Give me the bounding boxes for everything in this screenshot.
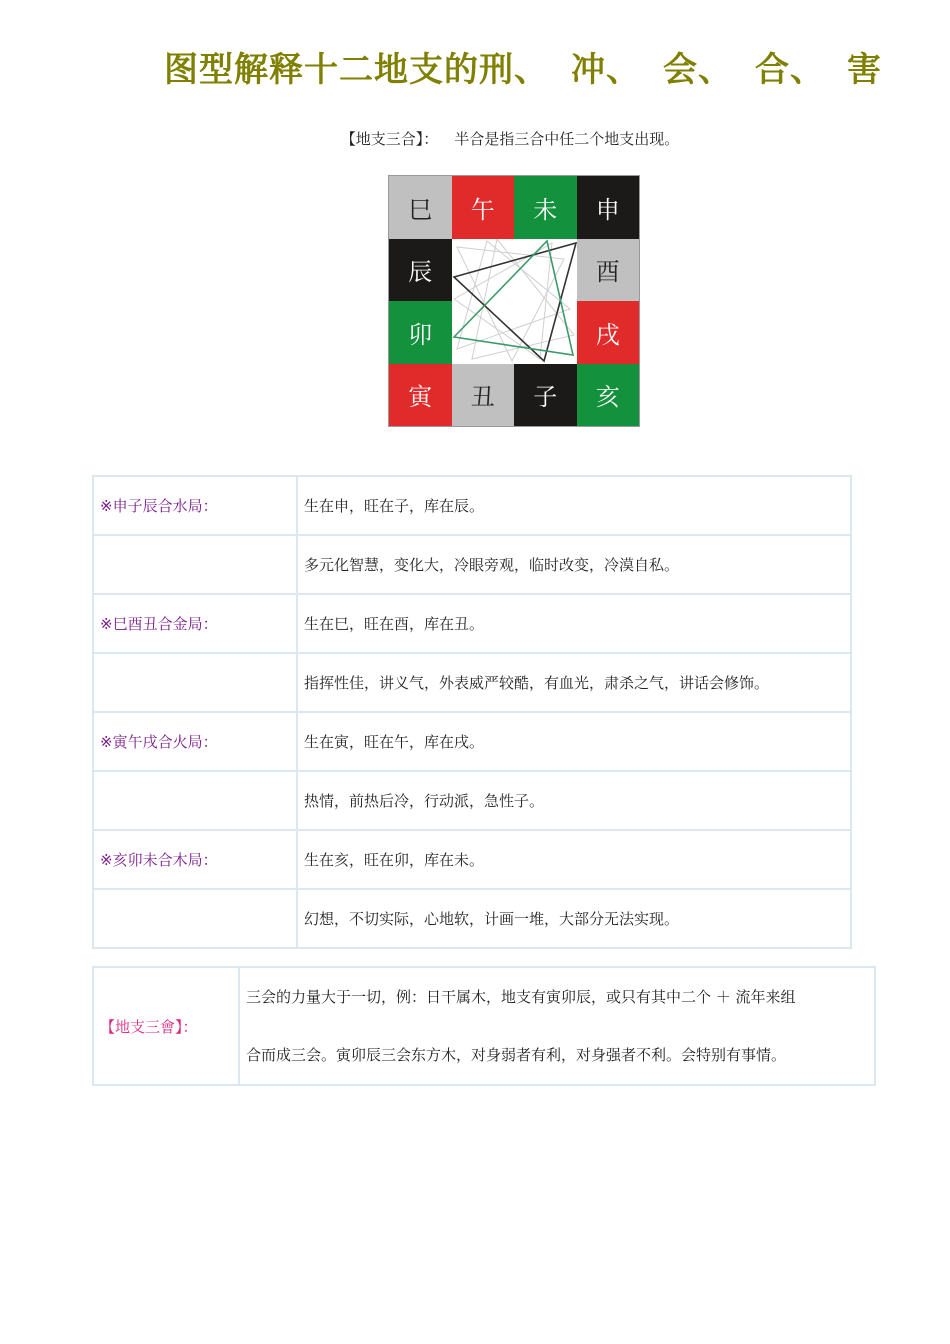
branch-cell-si: 巳 — [389, 176, 452, 239]
branch-cell-xu: 戌 — [577, 301, 640, 364]
empty-cell — [93, 653, 297, 712]
sanhe-value: 多元化智慧，变化大，冷眼旁观，临时改变，冷漠自私。 — [297, 535, 851, 594]
sanhui-key: 【地支三會】： — [93, 967, 239, 1085]
table-row — [93, 535, 851, 594]
sanhui-line: 三会的力量大于一切，例：日干属木，地支有寅卯辰，或只有其中二个 ＋ 流年来组 — [246, 988, 796, 1006]
sanhe-value: 生在巳，旺在酉，库在丑。 — [297, 594, 851, 653]
table-row — [93, 830, 851, 889]
title-part: 害 — [847, 50, 882, 90]
branch-cell-zi: 子 — [514, 364, 577, 427]
sanhe-value: 生在亥，旺在卯，库在未。 — [297, 830, 851, 889]
branch-cell-mao: 卯 — [389, 301, 452, 364]
branch-cell-hai: 亥 — [577, 364, 640, 427]
sanhe-key: ※亥卯未合木局： — [93, 830, 297, 889]
table-row — [93, 771, 851, 830]
earthly-branch-diagram — [388, 175, 640, 427]
title-part: 会、 — [663, 50, 733, 90]
sanhui-table — [92, 966, 876, 1086]
table-row — [93, 889, 851, 948]
empty-cell — [93, 771, 297, 830]
table-row — [93, 594, 851, 653]
sanhe-heading: 【地支三合】： — [340, 130, 439, 148]
sanhe-intro — [0, 128, 950, 149]
sanhe-key: ※巳酉丑合金局： — [93, 594, 297, 653]
sanhe-value: 热情，前热后冷，行动派，急性子。 — [297, 771, 851, 830]
title-part: 合、 — [755, 50, 825, 90]
title-part: 图型解释十二地支的刑、 — [164, 50, 549, 90]
sanhe-triangles — [452, 239, 577, 364]
title-part: 冲、 — [571, 50, 641, 90]
sanhe-key: ※寅午戌合火局： — [93, 712, 297, 771]
sanhui-value — [239, 967, 875, 1085]
branch-cell-chen: 辰 — [389, 239, 452, 302]
sanhe-table — [92, 475, 852, 949]
sanhe-value: 生在申，旺在子，库在辰。 — [297, 476, 851, 535]
sanhe-value: 指挥性佳，讲义气，外表威严较酷，有血光，肃杀之气，讲话会修饰。 — [297, 653, 851, 712]
empty-cell — [93, 535, 297, 594]
table-row — [93, 653, 851, 712]
table-row — [93, 967, 875, 1085]
sanhe-value: 幻想，不切实际，心地软，计画一堆，大部分无法实现。 — [297, 889, 851, 948]
gray-triangles — [454, 239, 574, 361]
branch-cell-wei: 未 — [514, 176, 577, 239]
table-row — [93, 712, 851, 771]
sanhui-line: 合而成三会。寅卯辰三会东方木，对身弱者有利，对身强者不利。会特别有事情。 — [246, 1046, 787, 1064]
page-title — [164, 42, 904, 91]
sanhe-intro-text: 半合是指三合中任二个地支出现。 — [454, 130, 680, 148]
sanhe-key: ※申子辰合水局： — [93, 476, 297, 535]
branch-cell-yin: 寅 — [389, 364, 452, 427]
branch-cell-wu: 午 — [452, 176, 515, 239]
empty-cell — [93, 889, 297, 948]
branch-cell-you: 酉 — [577, 239, 640, 302]
branch-cell-shen: 申 — [577, 176, 640, 239]
table-row — [93, 476, 851, 535]
sanhe-value: 生在寅，旺在午，库在戌。 — [297, 712, 851, 771]
branch-cell-chou: 丑 — [452, 364, 515, 427]
